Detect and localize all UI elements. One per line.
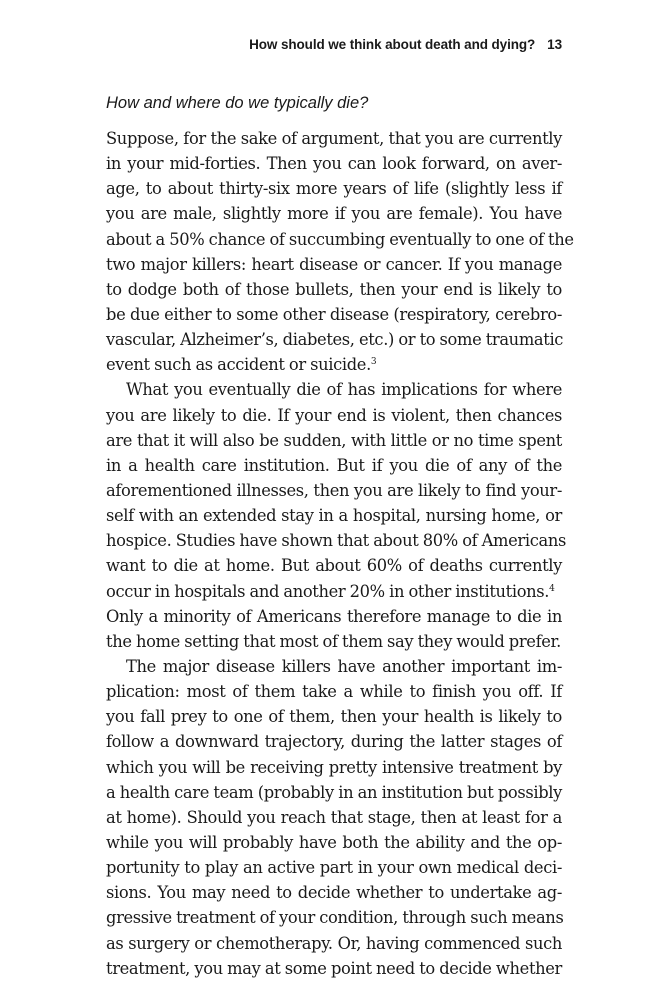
paragraph-1-line: Suppose, for the sake of argument, that you are currently	[106, 129, 562, 148]
footnote-marker: 4	[549, 583, 555, 594]
paragraph-3-line: sions. You may need to decide whether to undertake ag-	[106, 883, 562, 903]
paragraph-1-line: you are male, slightly more if you are female). You have	[106, 204, 562, 224]
paragraph-2-line: aforementioned illnesses, then you are likely to find your-	[106, 480, 562, 500]
paragraph-3-line: gressive treatment of your condition, through such means	[106, 908, 564, 928]
paragraph-1-line: in your mid-forties. Then you can look forward, on aver-	[106, 154, 562, 174]
paragraph-1-line: be due either to some other disease (respiratory, cerebro-	[106, 304, 562, 324]
paragraph-3-line: at home). Should you reach that stage, then at least for a	[106, 807, 562, 827]
paragraph-3-line: while you will probably have both the ability and the op-	[106, 832, 562, 852]
paragraph-3-line: a health care team (probably in an institution but possibly	[106, 782, 562, 802]
section-heading: How and where do we typically die?	[106, 94, 369, 112]
paragraph-2-last-line: the home setting that most of them say they would prefer.	[106, 631, 562, 651]
paragraph-1-line: age, to about thirty-six more years of life (slightly less if	[106, 179, 562, 199]
paragraph-3-line: plication: most of them take a while to finish you off. If	[106, 682, 562, 702]
paragraph-3-line: you fall prey to one of them, then your health is likely to	[106, 707, 562, 727]
paragraph-2-line: hospice. Studies have shown that about 80% of Americans	[106, 531, 566, 551]
paragraph-2-line: are that it will also be sudden, with little or no time spent	[106, 430, 562, 450]
running-header	[249, 37, 562, 52]
page-number: 13	[547, 37, 562, 52]
paragraph-2-line: self with an extended stay in a hospital, nursing home, or	[106, 506, 562, 526]
paragraph-2-line-text: occur in hospitals and another 20% in other institutions.	[106, 581, 550, 601]
paragraph-1-last-line	[106, 352, 562, 377]
paragraph-1-line: two major killers: heart disease or cancer. If you manage	[106, 254, 562, 274]
paragraph-1-line: to dodge both of those bullets, then your end is likely to	[106, 279, 562, 299]
paragraph-2-line-with-note	[106, 579, 562, 604]
paragraph-2-line: you are likely to die. If your end is violent, then chances	[106, 405, 562, 425]
paragraph-3-line: which you will be receiving pretty intensive treatment by	[106, 757, 562, 777]
paragraph-1-line-text: event such as accident or suicide.	[106, 355, 371, 375]
body-text	[106, 126, 574, 981]
paragraph-2-line: in a health care institution. But if you die of any of the	[106, 455, 562, 475]
paragraph-2-line: What you eventually die of has implications for where	[126, 380, 562, 400]
paragraph-3-line: treatment, you may at some point need to decide whether	[106, 958, 562, 978]
paragraph-1-line: vascular, Alzheimer’s, diabetes, etc.) or to some traumatic	[106, 330, 564, 350]
paragraph-3-line: as surgery or chemotherapy. Or, having commenced such	[106, 933, 562, 953]
paragraph-2-line: Only a minority of Americans therefore manage to die in	[106, 606, 562, 626]
footnote-marker: 3	[370, 357, 377, 368]
running-title: How should we think about death and dying?	[249, 37, 536, 52]
paragraph-1-line: about a 50% chance of succumbing eventually to one of the	[106, 229, 574, 249]
paragraph-3-line: follow a downward trajectory, during the latter stages of	[106, 732, 562, 752]
paragraph-3-line: portunity to play an active part in your own medical deci-	[106, 858, 562, 878]
paragraph-2-line: want to die at home. But about 60% of deaths currently	[106, 556, 562, 576]
paragraph-3-line: The major disease killers have another important im-	[126, 656, 562, 676]
